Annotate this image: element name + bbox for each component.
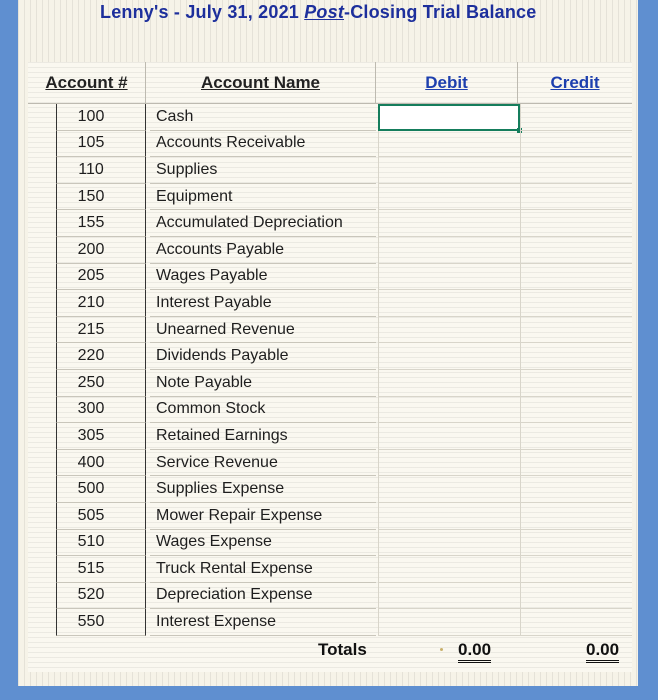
debit-input-cell[interactable] [378, 556, 520, 583]
title-date: July 31, 2021 [185, 2, 299, 22]
debit-input-cell[interactable] [378, 210, 520, 237]
title-rest: -Closing Trial Balance [344, 2, 537, 22]
account-number-cell: 300 [56, 397, 146, 424]
debit-input-cell[interactable] [378, 370, 520, 397]
account-name-cell: Unearned Revenue [150, 317, 376, 344]
trial-balance-table [28, 62, 632, 672]
account-name-cell: Interest Payable [150, 290, 376, 317]
account-name-cell: Truck Rental Expense [150, 556, 376, 583]
debit-input-cell[interactable] [378, 264, 520, 291]
total-credit: 0.00 [586, 640, 619, 663]
debit-input-cell[interactable] [378, 184, 520, 211]
account-name-cell: Interest Expense [150, 609, 376, 636]
header-account-number: Account # [28, 62, 146, 104]
table-row [28, 237, 632, 264]
table-row [28, 290, 632, 317]
credit-input-cell[interactable] [520, 370, 632, 397]
table-row [28, 317, 632, 344]
table-row [28, 370, 632, 397]
debit-input-cell[interactable] [378, 530, 520, 557]
credit-input-cell[interactable] [520, 503, 632, 530]
account-number-cell: 105 [56, 131, 146, 158]
credit-input-cell[interactable] [520, 423, 632, 450]
account-number-cell: 520 [56, 583, 146, 610]
account-name-cell: Dividends Payable [150, 343, 376, 370]
credit-input-cell[interactable] [520, 317, 632, 344]
account-name-cell: Accounts Payable [150, 237, 376, 264]
table-row [28, 343, 632, 370]
account-number-cell: 155 [56, 210, 146, 237]
account-name-cell: Cash [150, 104, 376, 131]
table-row [28, 184, 632, 211]
table-row [28, 210, 632, 237]
credit-input-cell[interactable] [520, 104, 632, 131]
account-number-cell: 220 [56, 343, 146, 370]
credit-input-cell[interactable] [520, 583, 632, 610]
account-name-cell: Equipment [150, 184, 376, 211]
credit-input-cell[interactable] [520, 530, 632, 557]
debit-input-cell[interactable] [378, 609, 520, 636]
credit-input-cell[interactable] [520, 476, 632, 503]
credit-input-cell[interactable] [520, 609, 632, 636]
account-number-cell: 200 [56, 237, 146, 264]
table-row [28, 131, 632, 158]
credit-input-cell[interactable] [520, 131, 632, 158]
credit-input-cell[interactable] [520, 237, 632, 264]
debit-input-cell[interactable] [378, 317, 520, 344]
table-row [28, 476, 632, 503]
title-separator: - [173, 2, 181, 22]
table-row [28, 556, 632, 583]
credit-input-cell[interactable] [520, 290, 632, 317]
debit-input-cell[interactable] [378, 423, 520, 450]
header-debit: Debit [376, 62, 518, 104]
debit-input-cell[interactable] [378, 450, 520, 477]
table-row [28, 104, 632, 131]
debit-input-cell[interactable] [378, 503, 520, 530]
table-row [28, 157, 632, 184]
credit-input-cell[interactable] [520, 184, 632, 211]
table-row [28, 530, 632, 557]
credit-input-cell[interactable] [520, 450, 632, 477]
account-number-cell: 100 [56, 104, 146, 131]
account-number-cell: 205 [56, 264, 146, 291]
table-row [28, 609, 632, 636]
credit-input-cell[interactable] [520, 556, 632, 583]
account-name-cell: Mower Repair Expense [150, 503, 376, 530]
account-number-cell: 215 [56, 317, 146, 344]
account-number-cell: 110 [56, 157, 146, 184]
debit-input-cell[interactable] [378, 397, 520, 424]
debit-input-cell[interactable] [378, 157, 520, 184]
account-name-cell: Accumulated Depreciation [150, 210, 376, 237]
account-name-cell: Service Revenue [150, 450, 376, 477]
account-number-cell: 400 [56, 450, 146, 477]
cell-marker [440, 648, 443, 651]
sheet-title [100, 2, 536, 23]
header-credit: Credit [518, 62, 632, 104]
account-number-cell: 250 [56, 370, 146, 397]
account-number-cell: 500 [56, 476, 146, 503]
table-row [28, 503, 632, 530]
credit-input-cell[interactable] [520, 343, 632, 370]
account-name-cell: Retained Earnings [150, 423, 376, 450]
account-number-cell: 210 [56, 290, 146, 317]
account-rows [28, 104, 632, 636]
credit-input-cell[interactable] [520, 210, 632, 237]
debit-input-cell[interactable] [378, 237, 520, 264]
account-name-cell: Supplies [150, 157, 376, 184]
debit-input-cell-active[interactable] [378, 104, 520, 131]
account-name-cell: Supplies Expense [150, 476, 376, 503]
debit-input-cell[interactable] [378, 343, 520, 370]
account-name-cell: Wages Payable [150, 264, 376, 291]
table-row [28, 583, 632, 610]
total-debit: 0.00 [458, 640, 491, 663]
table-row [28, 423, 632, 450]
title-post: Post [304, 2, 345, 22]
debit-input-cell[interactable] [378, 583, 520, 610]
debit-input-cell[interactable] [378, 476, 520, 503]
account-name-cell: Note Payable [150, 370, 376, 397]
account-number-cell: 305 [56, 423, 146, 450]
credit-input-cell[interactable] [520, 397, 632, 424]
table-row [28, 397, 632, 424]
worksheet [18, 0, 638, 686]
account-number-cell: 150 [56, 184, 146, 211]
account-number-cell: 505 [56, 503, 146, 530]
account-name-cell: Depreciation Expense [150, 583, 376, 610]
credit-input-cell[interactable] [520, 264, 632, 291]
debit-input-cell[interactable] [378, 290, 520, 317]
credit-input-cell[interactable] [520, 157, 632, 184]
table-row [28, 264, 632, 291]
account-number-cell: 515 [56, 556, 146, 583]
account-number-cell: 550 [56, 609, 146, 636]
account-name-cell: Accounts Receivable [150, 131, 376, 158]
account-name-cell: Common Stock [150, 397, 376, 424]
account-name-cell: Wages Expense [150, 530, 376, 557]
totals-label: Totals [318, 640, 367, 659]
title-company: Lenny's [100, 2, 169, 22]
debit-input-cell[interactable] [378, 131, 520, 158]
account-number-cell: 510 [56, 530, 146, 557]
table-row [28, 450, 632, 477]
header-account-name: Account Name [146, 62, 376, 104]
